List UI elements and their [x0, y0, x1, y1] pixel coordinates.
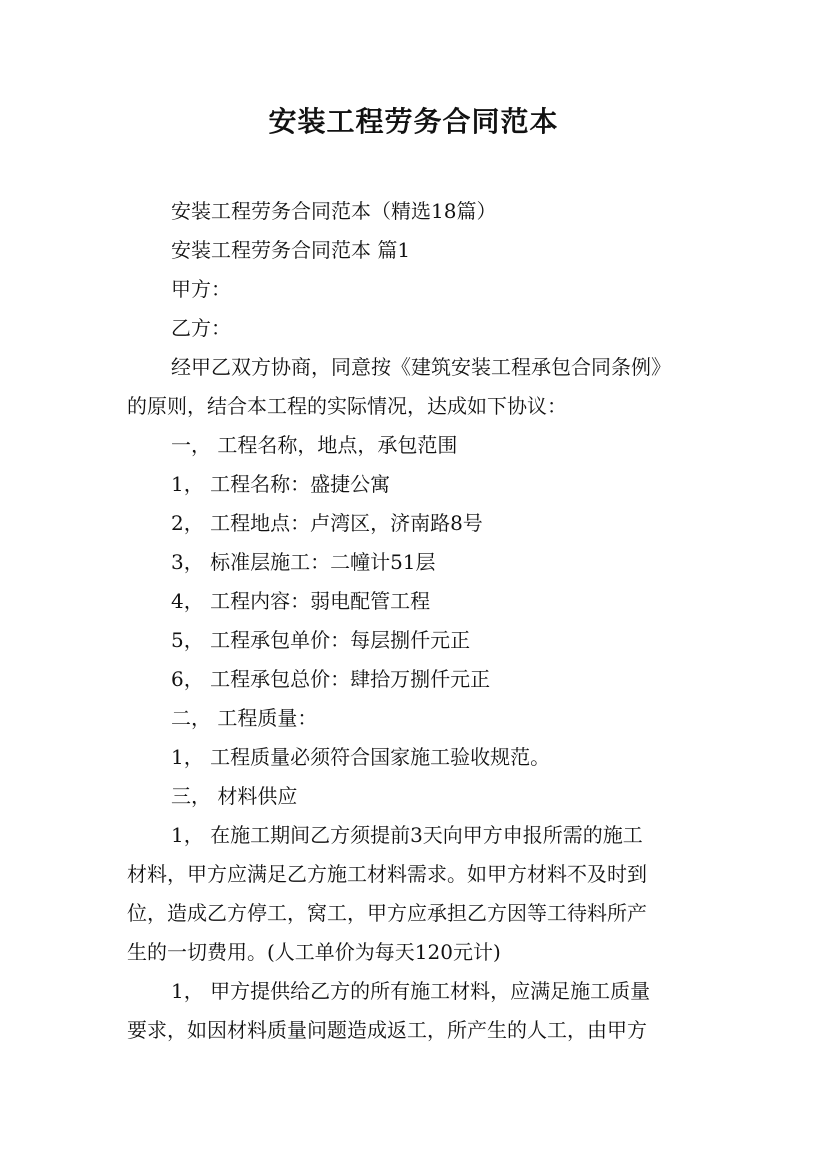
clause-item: 6， 工程承包总价：肆拾万捌仟元正	[171, 667, 491, 691]
party-a-line: 甲方：	[171, 277, 231, 301]
paragraph-line: 要求，如因材料质量问题造成返工，所产生的人工，由甲方	[127, 1018, 647, 1042]
clause-item: 1， 工程名称：盛捷公寓	[171, 472, 391, 496]
paragraph-line: 位，造成乙方停工，窝工，甲方应承担乙方因等工待料所产	[127, 901, 647, 925]
clause-heading: 一， 工程名称，地点，承包范围	[171, 433, 458, 457]
paragraph-line: 经甲乙双方协商，同意按《建筑安装工程承包合同条例》	[171, 355, 671, 379]
paragraph-line: 的原则，结合本工程的实际情况，达成如下协议：	[127, 394, 567, 418]
clause-item: 2， 工程地点：卢湾区，济南路8号	[171, 511, 483, 535]
paragraph-line: 生的一切费用。(人工单价为每天120元计)	[127, 940, 501, 964]
clause-item: 4， 工程内容：弱电配管工程	[171, 589, 431, 613]
subtitle-line: 安装工程劳务合同范本（精选18篇）	[171, 199, 497, 223]
document-title: 安装工程劳务合同范本	[268, 105, 559, 138]
party-b-line: 乙方：	[171, 316, 231, 340]
section-heading: 安装工程劳务合同范本 篇1	[171, 238, 411, 262]
paragraph-line: 1， 甲方提供给乙方的所有施工材料，应满足施工质量	[171, 979, 651, 1003]
document-body	[127, 192, 705, 1050]
clause-item: 5， 工程承包单价：每层捌仟元正	[171, 628, 471, 652]
clause-item: 1， 工程质量必须符合国家施工验收规范。	[171, 745, 551, 769]
clause-heading: 三， 材料供应	[171, 784, 298, 808]
paragraph-line: 1， 在施工期间乙方须提前3天向甲方申报所需的施工	[171, 823, 643, 847]
clause-item: 3， 标准层施工：二幢计51层	[171, 550, 436, 574]
paragraph-line: 材料，甲方应满足乙方施工材料需求。如甲方材料不及时到	[127, 862, 647, 886]
clause-heading: 二， 工程质量：	[171, 706, 318, 730]
